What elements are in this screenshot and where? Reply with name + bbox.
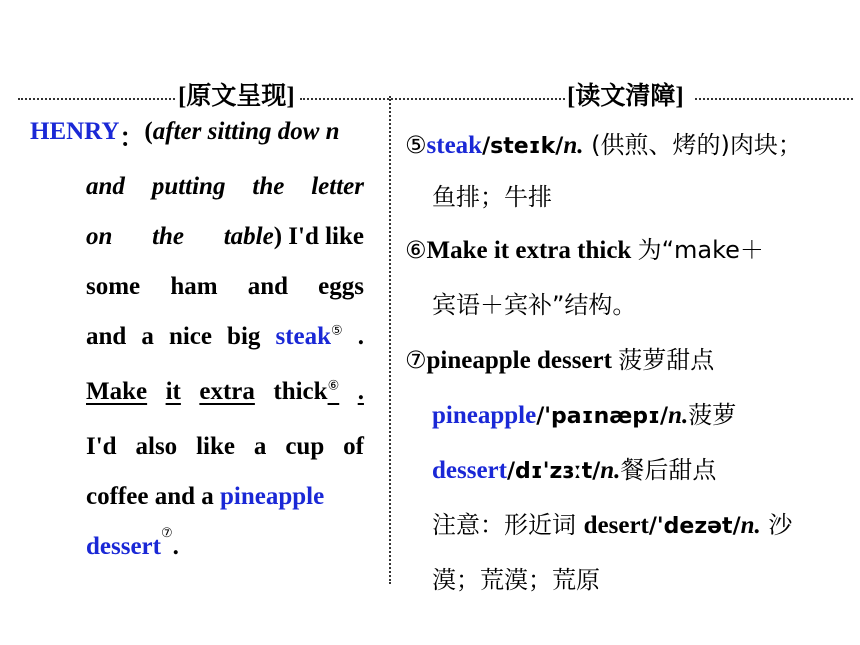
left-line-3: on the table) I'd like <box>86 223 364 250</box>
left-line-4: some ham and eggs <box>86 273 364 300</box>
note-7-line-1: ⑦pineapple dessert 菠萝甜点 <box>405 346 715 374</box>
column-divider <box>389 96 391 584</box>
left-line-8: coffee and a pineapple <box>86 483 325 510</box>
header-rule-left-a <box>18 98 178 100</box>
dessert-word: dessert <box>86 533 161 560</box>
note-6-line-2: 宾语＋宾补”结构。 <box>432 291 637 319</box>
note-5-line-2: 鱼排；牛排 <box>432 183 552 211</box>
pineapple-entry: pineapple/'paɪnæpɪ/n.菠萝 <box>432 401 737 429</box>
header-rule-right <box>695 98 853 100</box>
note-6-line-1: ⑥Make it extra thick 为“make＋ <box>405 236 764 264</box>
note-desert-line-1: 注意：形近词 desert/'dezət/n. 沙 <box>432 511 793 539</box>
reading-notes-header: [读文清障] <box>565 80 686 114</box>
pineapple-word: pineapple <box>220 483 325 510</box>
steak-word: steak <box>275 323 332 350</box>
dessert-entry: dessert/dɪ'zɜːt/n.餐后甜点 <box>432 456 717 484</box>
left-line-7: I'd also like a cup of <box>86 433 364 460</box>
left-line-1: HENRY ： ( after sitting dow n <box>30 118 340 152</box>
stage-direction: after sitting dow n <box>152 118 340 145</box>
left-line-9: dessert ⑦ . <box>86 525 179 560</box>
speaker-name: HENRY <box>30 118 120 145</box>
note-desert-line-2: 漠；荒漠；荒原 <box>432 566 600 594</box>
left-line-6: Make it extra thick⑥ . <box>86 377 364 405</box>
left-line-2: and putting the letter <box>86 173 364 200</box>
header-rule-left-b <box>300 98 568 100</box>
left-line-5: and a nice big steak⑤ . <box>86 322 364 350</box>
original-text-header: [原文呈现] <box>176 80 297 114</box>
note-5-line-1: ⑤steak/steɪk/n. (供煎、烤的)肉块； <box>405 131 802 159</box>
